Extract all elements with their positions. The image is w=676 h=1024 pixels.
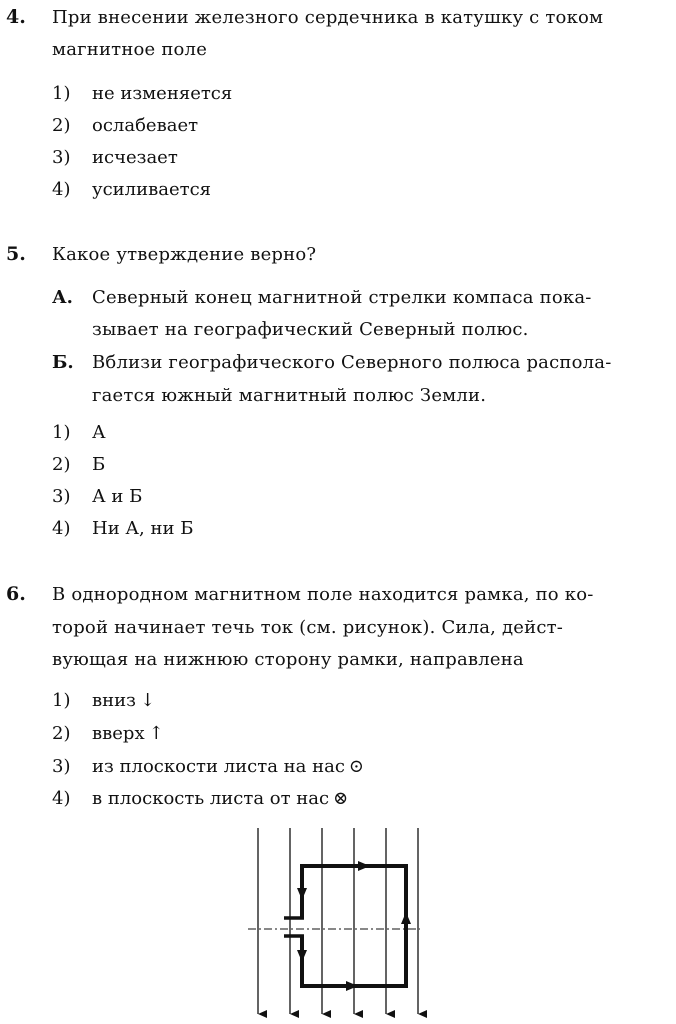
arrow-up-icon: ↑: [148, 723, 164, 744]
answer-option-2[interactable]: 2) вверх ↑: [52, 723, 164, 744]
arrow-up-icon: [401, 912, 411, 924]
statement-label-a: А.: [52, 287, 73, 308]
statement-b-line: Вблизи географического Северного полюса распола-: [92, 352, 612, 373]
arrow-right-icon: [346, 981, 358, 991]
question-text-line: В однородном магнитном поле находится рамка, по ко-: [52, 584, 594, 605]
statement-b-line: гается южный магнитный полюс Земли.: [92, 385, 487, 406]
answer-option-4[interactable]: 4) усиливается: [52, 179, 212, 200]
answer-option-2[interactable]: 2) ослабевает: [52, 115, 199, 136]
answer-option-1[interactable]: 1) не изменяется: [52, 83, 233, 104]
statement-label-b: Б.: [52, 352, 74, 373]
answer-option-4[interactable]: 4) Ни А, ни Б: [52, 518, 194, 539]
statement-a-line: Северный конец магнитной стрелки компаса пока-: [92, 287, 592, 308]
question-number: 5.: [6, 243, 26, 265]
question-number: 6.: [6, 583, 26, 605]
answer-option-3[interactable]: 3) А и Б: [52, 486, 143, 507]
answer-option-1[interactable]: 1) вниз ↓: [52, 690, 156, 711]
statement-a-line: зывает на географический Северный полюс.: [92, 319, 529, 340]
arrow-left-icon: [358, 861, 370, 871]
into-page-cross-icon: ⊗: [333, 788, 349, 809]
arrow-down-icon: ↓: [139, 690, 156, 711]
question-text: Какое утверждение верно?: [52, 244, 317, 265]
arrow-down-icon: [297, 950, 307, 962]
answer-option-3[interactable]: 3) из плоскости листа на нас ⊙: [52, 756, 365, 777]
magnetic-field-frame-diagram: [240, 826, 440, 1022]
answer-option-4[interactable]: 4) в плоскость листа от нас ⊗: [52, 788, 349, 809]
question-text-line: При внесении железного сердечника в катушку с током: [52, 7, 604, 28]
answer-option-1[interactable]: 1) А: [52, 422, 106, 443]
answer-option-3[interactable]: 3) исчезает: [52, 147, 178, 168]
question-text-line: магнитное поле: [52, 39, 208, 60]
question-text-line: торой начинает течь ток (см. рисунок). Сила, дейст-: [52, 617, 564, 638]
out-of-page-dot-icon: ⊙: [348, 756, 365, 777]
question-number: 4.: [6, 6, 26, 28]
question-text-line: вующая на нижнюю сторону рамки, направлена: [52, 649, 524, 670]
answer-option-2[interactable]: 2) Б: [52, 454, 106, 475]
arrow-down-icon: [297, 888, 307, 900]
